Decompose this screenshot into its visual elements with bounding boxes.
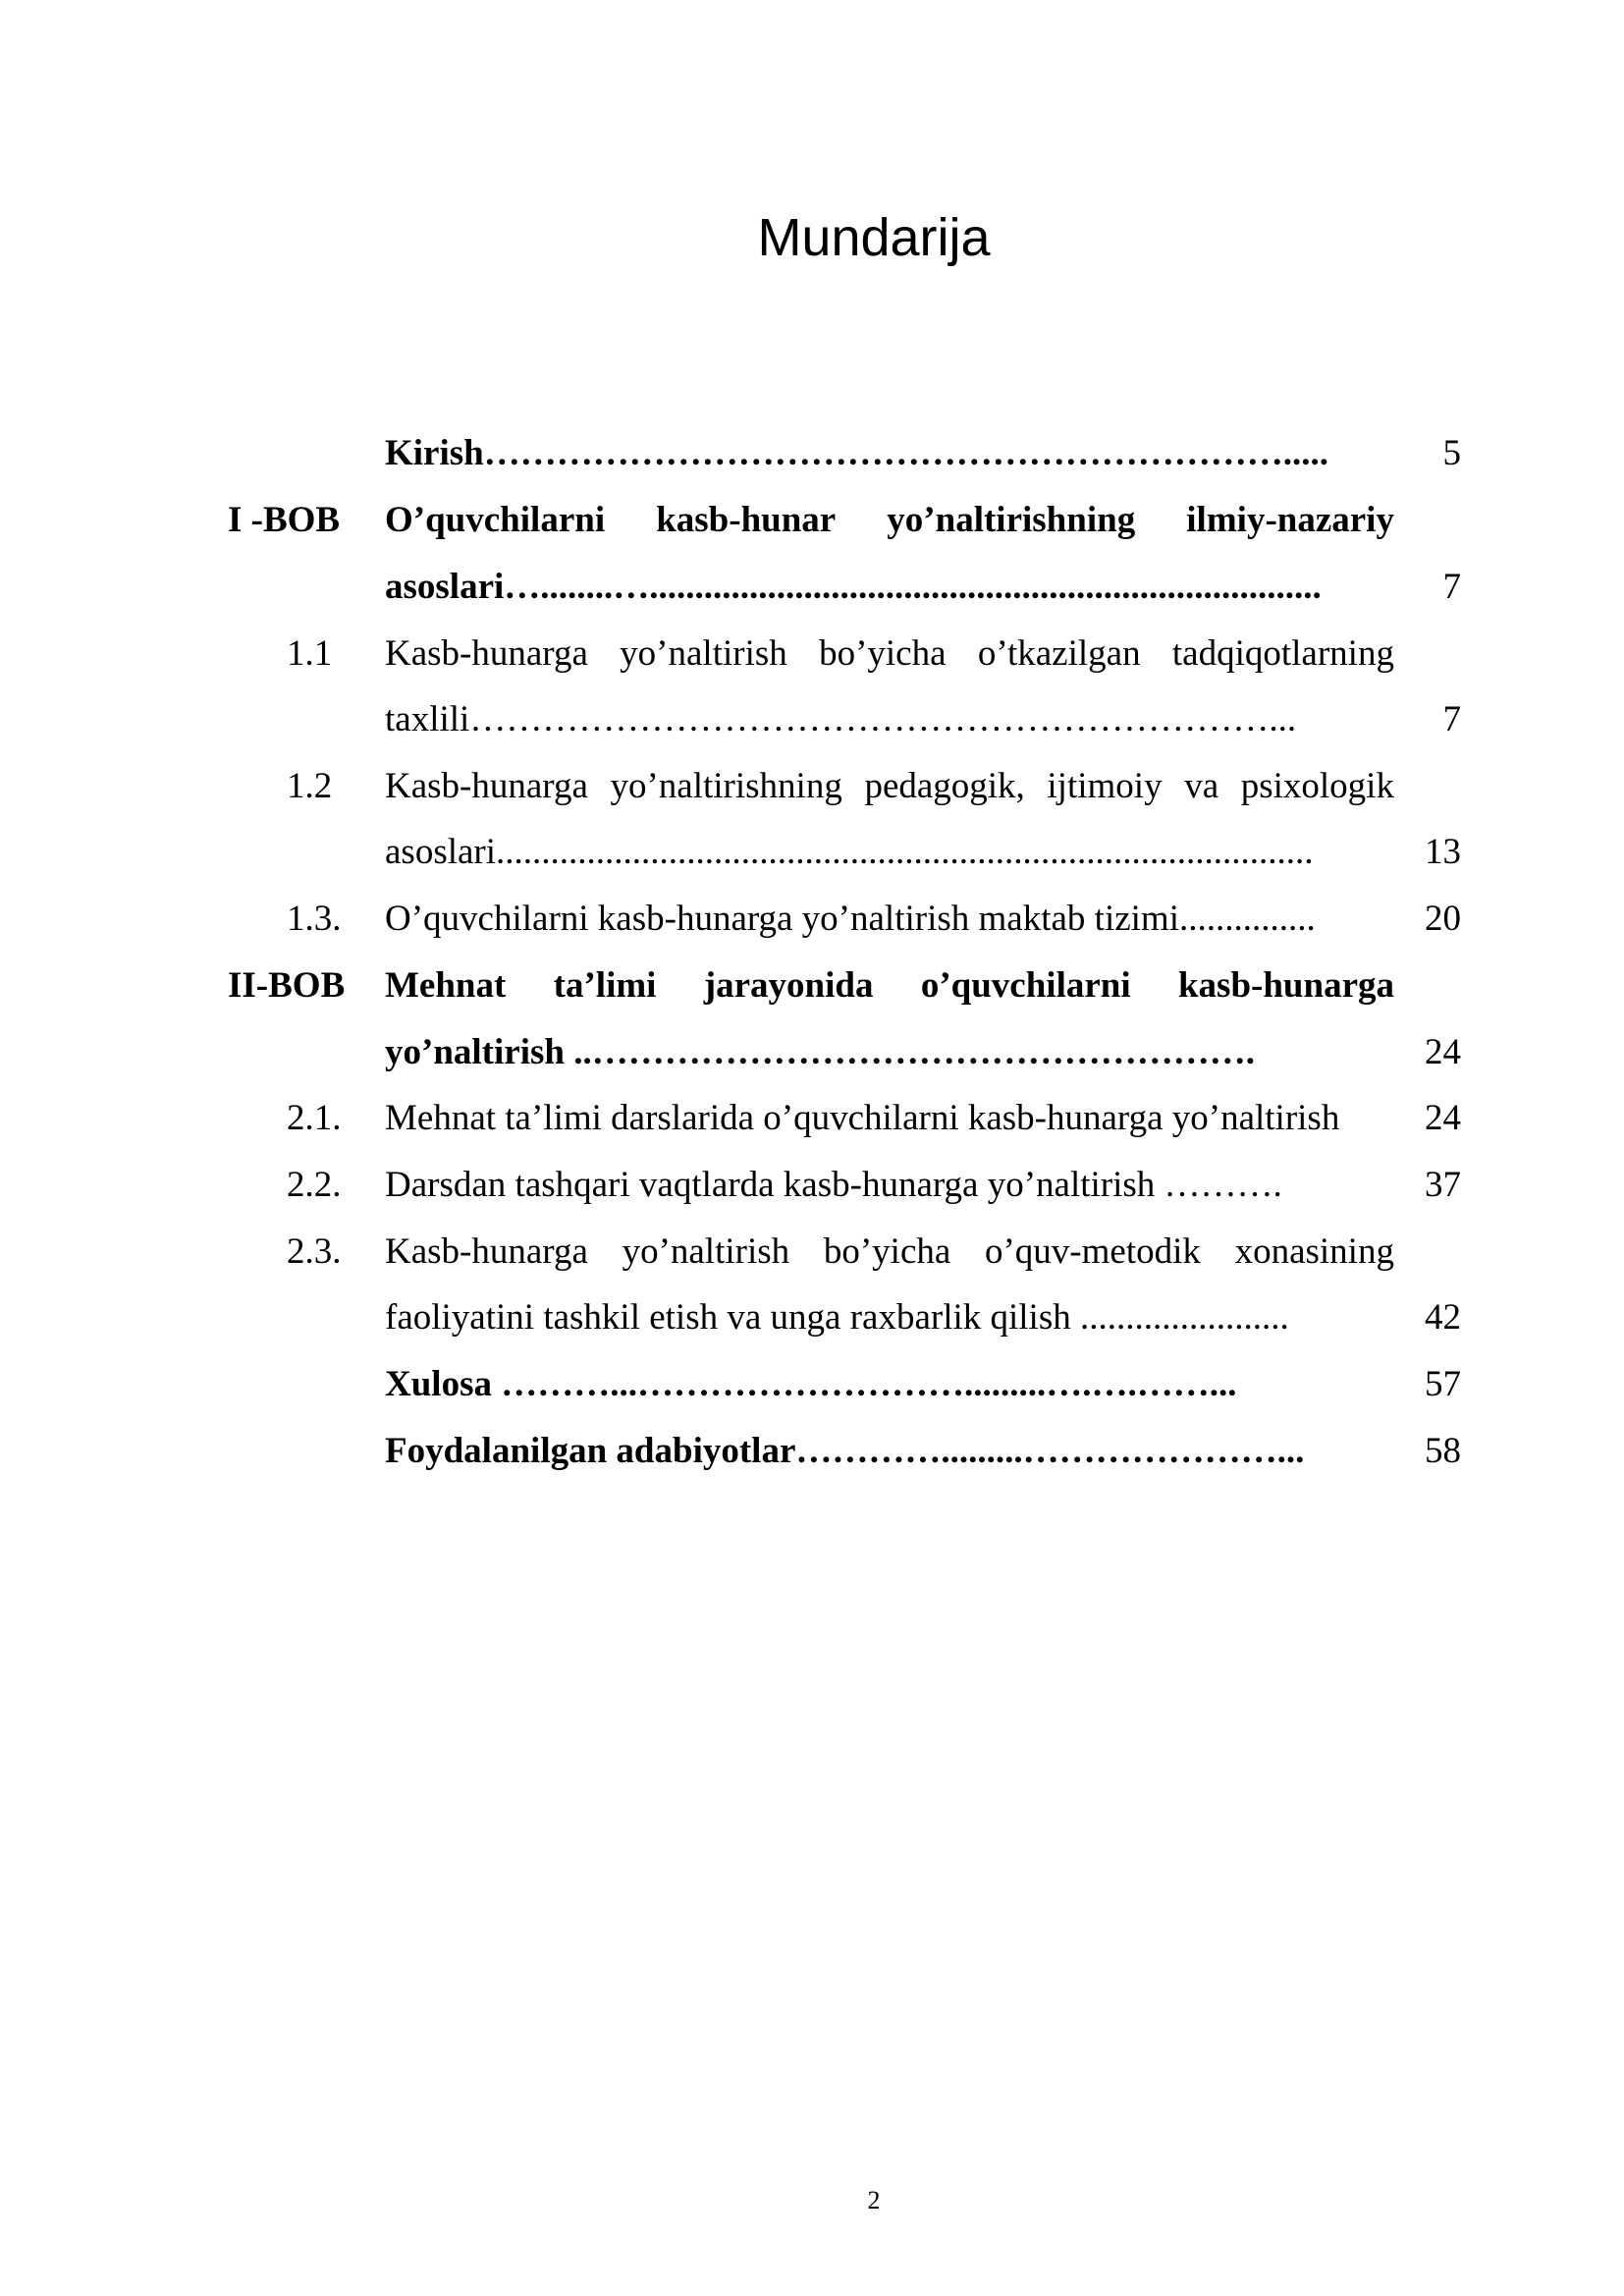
toc-page-number: 24 — [1425, 1098, 1461, 1138]
toc-entry-text-continued: asoslari…........….......................................................................... — [385, 567, 1322, 607]
toc-word: Kasb-hunarga — [385, 766, 588, 806]
toc-word: ijtimoiy — [1047, 766, 1163, 806]
page-title: Mundarija — [757, 208, 991, 267]
toc-word: Mehnat — [385, 965, 507, 1006]
toc-entry-text-continued: yo’naltirish ..………………………………………………. — [385, 1032, 1255, 1072]
toc-word: o’tkazilgan — [977, 633, 1141, 674]
toc-word: jarayonida — [703, 965, 874, 1006]
toc-entry-text — [385, 635, 1394, 672]
toc-entry-text — [385, 502, 1394, 538]
toc-page-number: 7 — [1442, 699, 1461, 739]
toc-entry-text — [385, 768, 1394, 804]
toc-word: psixologik — [1240, 766, 1394, 806]
toc-word: kasb-hunar — [656, 500, 837, 540]
toc-entry-text: Foydalanilgan adabiyotlar………….........…………………... — [385, 1431, 1305, 1471]
toc-entry-text-continued: taxlili…………………………………………………………... — [385, 699, 1297, 739]
toc-entry-text: Xulosa ………...……………………….........….….……... — [385, 1364, 1237, 1404]
toc-page-number: 24 — [1425, 1032, 1461, 1072]
toc-word: bo’yicha — [819, 633, 947, 674]
toc-word: O’quvchilarni — [385, 500, 606, 540]
toc-word: yo’naltirishning — [610, 766, 842, 806]
toc-entry-text — [385, 967, 1394, 1004]
toc-section-number: 2.1. — [287, 1098, 342, 1138]
toc-word: yo’naltirishning — [887, 500, 1136, 540]
toc-chapter-label: II-BOB — [228, 965, 346, 1006]
toc-entry-text-continued: faoliyatini tashkil etish va unga raxbarlik qilish ....................... — [385, 1297, 1289, 1338]
toc-word: o’quv-metodik — [984, 1231, 1201, 1272]
toc-page-number: 37 — [1425, 1165, 1461, 1205]
toc-section-number: 2.3. — [287, 1231, 342, 1272]
toc-page-number: 58 — [1425, 1431, 1461, 1471]
toc-section-number: 2.2. — [287, 1165, 342, 1205]
toc-section-number: 1.2 — [287, 766, 333, 806]
toc-chapter-label: I -BOB — [228, 500, 341, 540]
toc-entry-text-continued: asoslari.......................................................................................... — [385, 832, 1314, 872]
toc-page-number: 57 — [1425, 1364, 1461, 1404]
toc-word: bo’yicha — [823, 1231, 951, 1272]
toc-word: o’quvchilarni — [920, 965, 1131, 1006]
toc-page-number: 42 — [1425, 1297, 1461, 1338]
toc-page-number: 7 — [1442, 567, 1461, 607]
toc-word: kasb-hunarga — [1177, 965, 1394, 1006]
toc-section-number: 1.3. — [287, 899, 342, 939]
toc-entry-text — [385, 1233, 1394, 1270]
toc-entry-text: O’quvchilarni kasb-hunarga yo’naltirish maktab tizimi............... — [385, 899, 1316, 939]
toc-word: yo’naltirish — [620, 633, 787, 674]
toc-word: va — [1184, 766, 1219, 806]
toc-word: xonasining — [1234, 1231, 1394, 1272]
toc-section-number: 1.1 — [287, 633, 333, 674]
toc-word: ilmiy-nazariy — [1186, 500, 1394, 540]
page-number: 2 — [867, 2186, 881, 2214]
toc-entry-text: Kirish…………………………………………………………..... — [385, 433, 1328, 473]
toc-word: pedagogik, — [864, 766, 1025, 806]
toc-word: tadqiqotlarning — [1171, 633, 1394, 674]
toc-page-number: 13 — [1425, 832, 1461, 872]
toc-page-number: 5 — [1442, 433, 1461, 473]
toc-page-number: 20 — [1425, 899, 1461, 939]
toc-entry-text: Mehnat ta’limi darslarida o’quvchilarni kasb-hunarga yo’naltirish — [385, 1098, 1340, 1138]
toc-word: yo’naltirish — [622, 1231, 790, 1272]
toc-word: Kasb-hunarga — [385, 633, 588, 674]
toc-entry-text: Darsdan tashqari vaqtlarda kasb-hunarga yo’naltirish ………. — [385, 1165, 1282, 1205]
toc-word: ta’limi — [553, 965, 657, 1006]
toc-word: Kasb-hunarga — [385, 1231, 588, 1272]
